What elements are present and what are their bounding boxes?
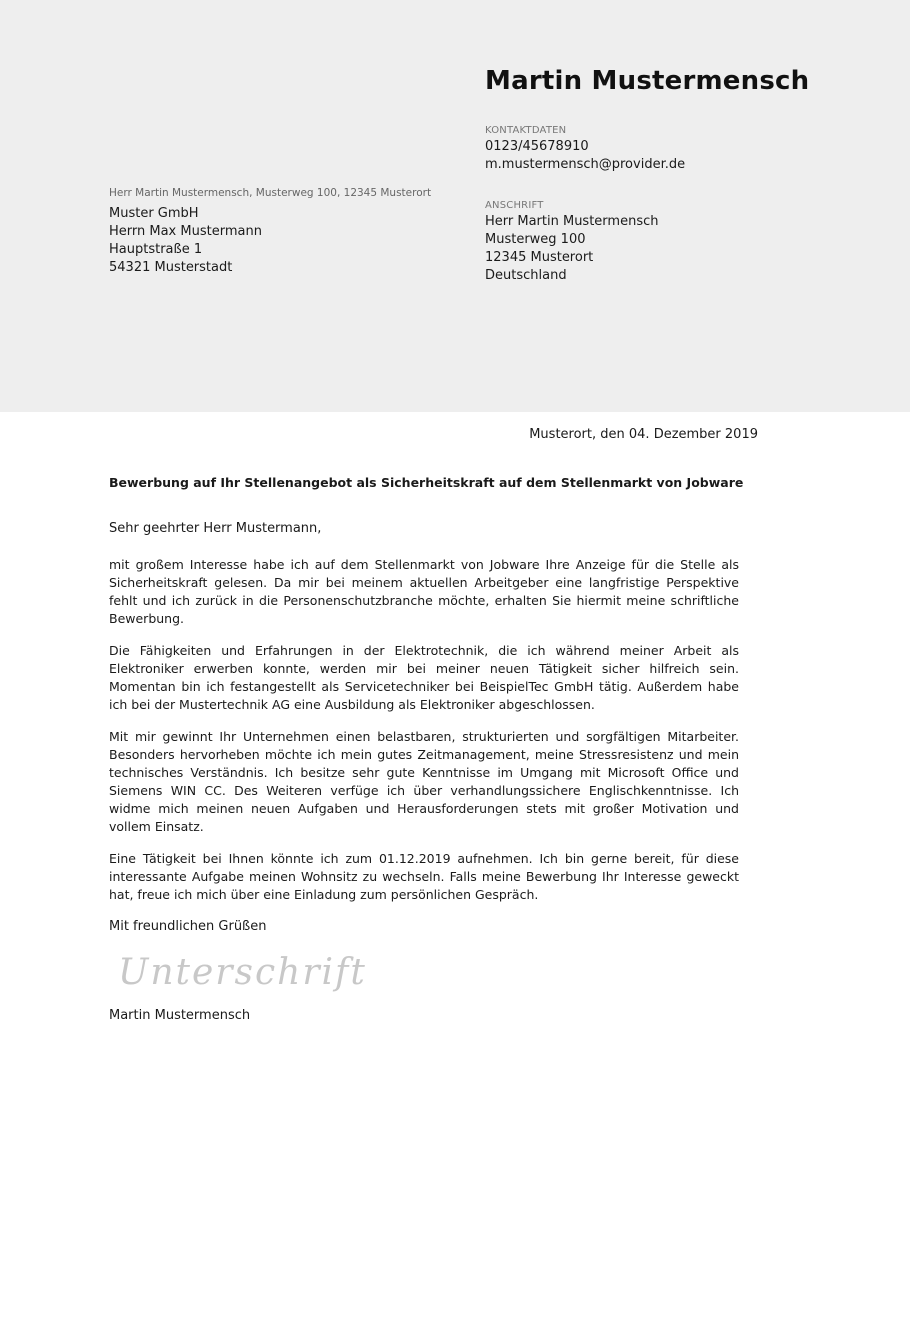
signature-placeholder: Unterschrift	[118, 952, 367, 993]
sender-name-title: Martin Mustermensch	[485, 66, 810, 96]
letter-date: Musterort, den 04. Dezember 2019	[529, 427, 758, 442]
body-paragraph: Die Fähigkeiten und Erfahrungen in der Elektrotechnik, die ich während meiner Arbeit als Elektroniker erwerben konnte, werden mir bei meiner neuen Tätigkeit sicher hilfreich sein. Momentan bin ich festangestellt als Servicetechniker bei BeispielTec GmbH tätig. Außerdem habe ich bei der Mustertechnik AG eine Ausbildung als Elektroniker abgeschlossen.	[109, 643, 739, 712]
phone-number: 0123/45678910	[485, 139, 589, 154]
return-address-line: Herr Martin Mustermensch, Musterweg 100, 12345 Musterort	[109, 187, 432, 199]
address-line: Deutschland	[485, 268, 567, 283]
recipient-line: 54321 Musterstadt	[109, 260, 233, 275]
recipient-address	[109, 205, 262, 277]
contact-label: KONTAKTDATEN	[485, 125, 567, 136]
address-line: Musterweg 100	[485, 232, 586, 247]
closing-phrase: Mit freundlichen Grüßen	[109, 919, 267, 934]
contact-details	[485, 138, 685, 174]
body-paragraph: mit großem Interesse habe ich auf dem Stellenmarkt von Jobware Ihre Anzeige für die Stelle als Sicherheitskraft gelesen. Da mir bei meinem aktuellen Arbeitgeber eine langfristige Perspektive fehlt und ich zurück in die Personenschutzbranche möchte, erhalten Sie hiermit meine schriftliche Bewerbung.	[109, 557, 739, 626]
address-line: Herr Martin Mustermensch	[485, 214, 659, 229]
salutation: Sehr geehrter Herr Mustermann,	[109, 521, 322, 536]
body-paragraph: Mit mir gewinnt Ihr Unternehmen einen belastbaren, strukturierten und sorgfältigen Mitarbeiter. Besonders hervorheben möchte ich mein gutes Zeitmanagement, meine Stressresistenz und mein technisches Verständnis. Ich besitze sehr gute Kenntnisse im Umgang mit Microsoft Office und Siemens WIN CC. Des Weiteren verfüge ich über verhandlungssichere Englischkenntnisse. Ich widme mich meinen neuen Aufgaben und Herausforderungen stets mit großer Motivation und vollem Einsatz.	[109, 729, 739, 834]
signed-name: Martin Mustermensch	[109, 1008, 251, 1023]
letter-subject: Bewerbung auf Ihr Stellenangebot als Sicherheitskraft auf dem Stellenmarkt von Jobware	[109, 475, 744, 490]
body-paragraph: Eine Tätigkeit bei Ihnen könnte ich zum 01.12.2019 aufnehmen. Ich bin gerne bereit, für diese interessante Aufgabe meinen Wohnsitz zu wechseln. Falls meine Bewerbung Ihr Interesse geweckt hat, freue ich mich über eine Einladung zum persönlichen Gespräch.	[109, 851, 739, 902]
recipient-line: Hauptstraße 1	[109, 242, 203, 257]
address-line: 12345 Musterort	[485, 250, 594, 265]
recipient-line: Herrn Max Mustermann	[109, 224, 262, 239]
email-address: m.mustermensch@provider.de	[485, 157, 686, 172]
letter-body	[109, 556, 739, 918]
address-label: ANSCHRIFT	[485, 200, 544, 211]
recipient-line: Muster GmbH	[109, 206, 199, 221]
sender-address	[485, 213, 658, 285]
